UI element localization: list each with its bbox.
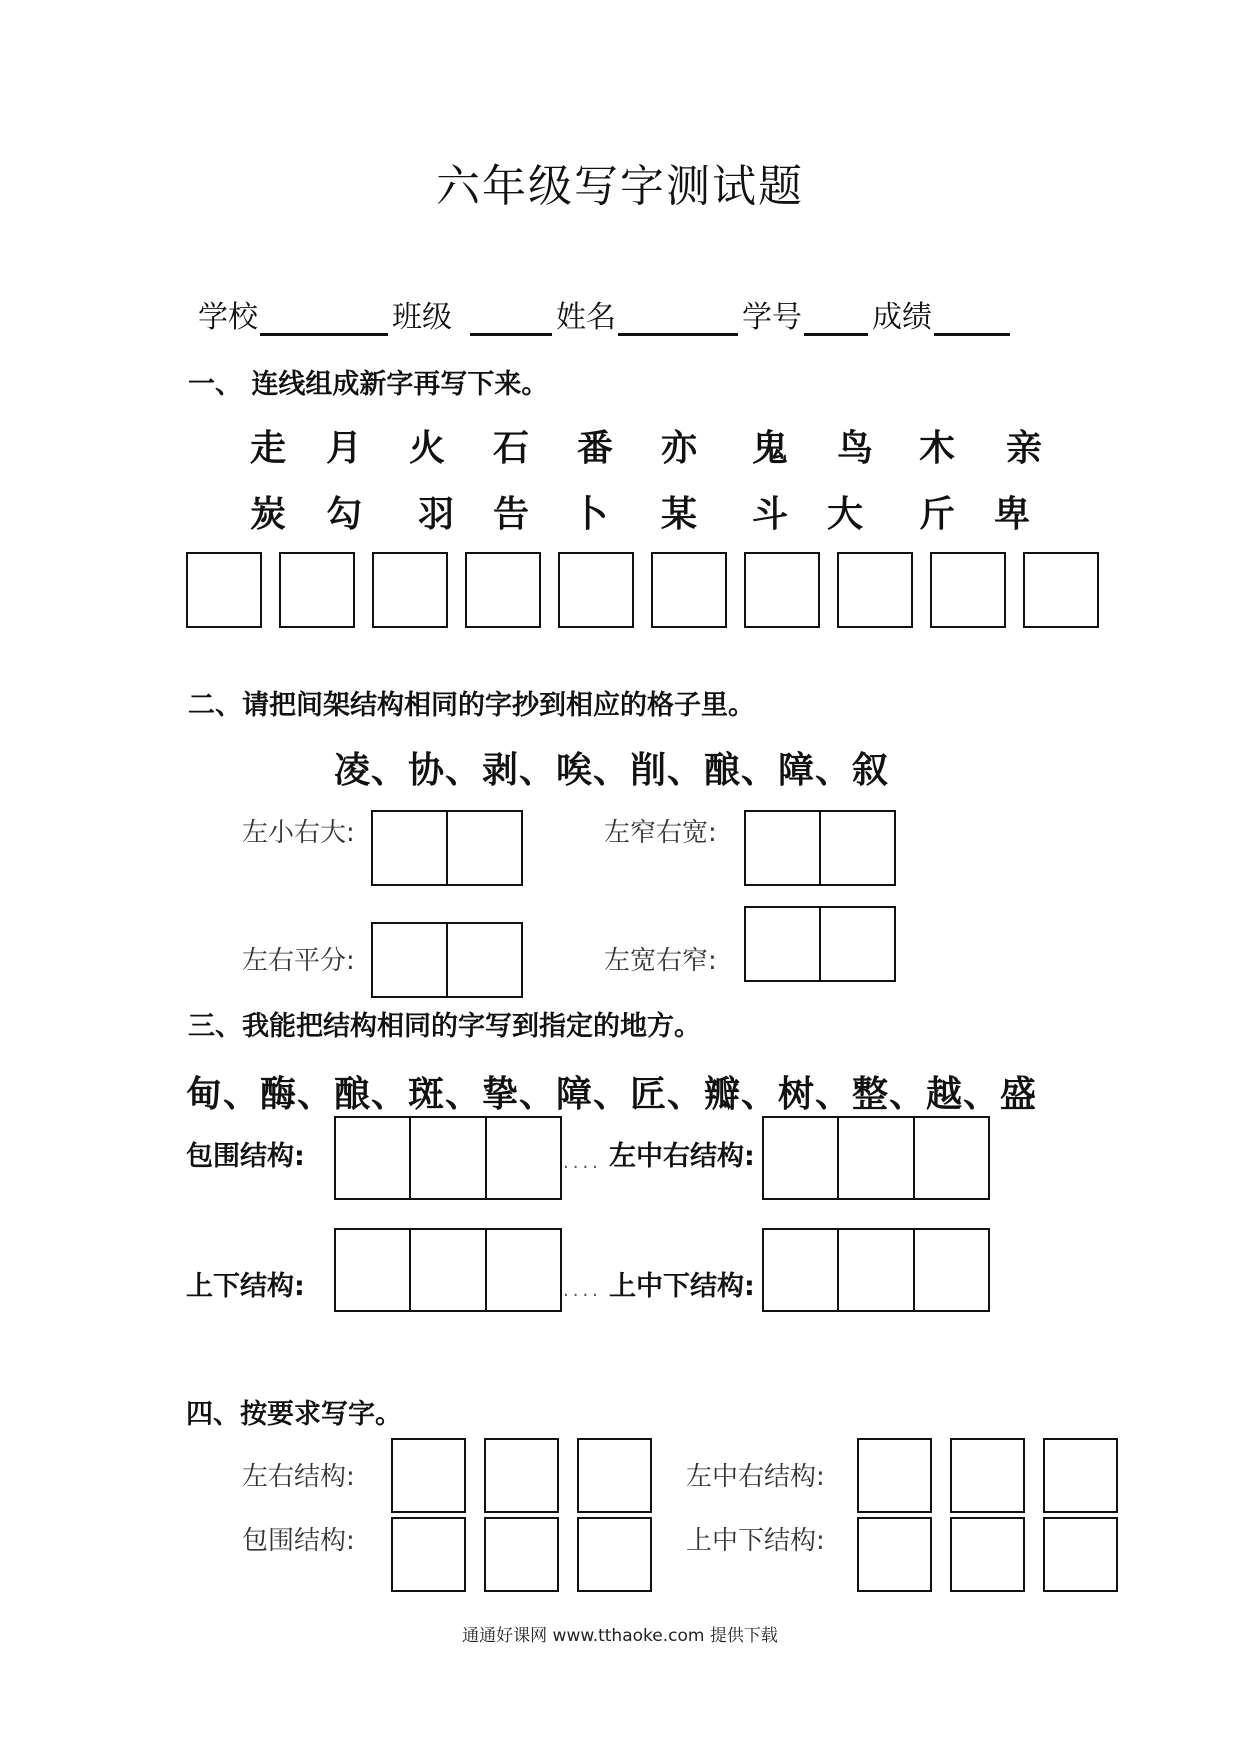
char-item: 鸟 [836,428,873,469]
char-item: 亲 [1005,428,1042,469]
answer-box[interactable] [857,1517,932,1592]
char-item: 番 [576,428,613,469]
answer-box[interactable] [857,1438,932,1513]
left-middle-right-structure-label: 左中右结构: [609,1141,755,1172]
char-item: 卑 [993,494,1030,535]
left-right-equal-grid[interactable] [371,922,523,998]
left-narrow-right-wide-grid[interactable] [744,810,896,886]
section-3-heading: 三、我能把结构相同的字写到指定的地方。 [188,1011,701,1042]
number-label: 学号 [742,300,802,335]
top-bottom-structure-grid[interactable] [334,1228,562,1312]
left-right-structure-label: 左右结构: [242,1462,355,1492]
left-middle-right-structure-grid[interactable] [762,1116,990,1200]
char-item: 卜 [571,494,608,535]
char-item: 勾 [325,494,362,535]
answer-box[interactable] [930,552,1006,628]
page-footer: 通通好课网 www.tthaoke.com 提供下载 [462,1626,778,1646]
grid-cell[interactable] [409,1118,484,1198]
grid-cell[interactable] [837,1118,912,1198]
school-field[interactable] [260,299,388,336]
char-item: 走 [249,428,286,469]
section-3-characters: 甸、酶、酿、斑、挚、障、匠、瓣、树、整、越、盛 [186,1074,1038,1115]
char-item: 告 [492,494,529,535]
page-title: 六年级写字测试题 [436,161,804,212]
student-info-line [198,292,1014,336]
answer-box[interactable] [186,552,262,628]
char-item: 鬼 [751,428,788,469]
char-item: 木 [918,428,955,469]
grid-cell[interactable] [373,812,446,884]
grid-cell[interactable] [819,812,894,884]
grid-cell[interactable] [837,1230,912,1310]
answer-box[interactable] [950,1517,1025,1592]
left-small-right-big-grid[interactable] [371,810,523,886]
enclosed-structure-grid[interactable] [334,1116,562,1200]
name-field[interactable] [618,299,738,336]
answer-box[interactable] [558,552,634,628]
section-4-heading: 四、按要求写字。 [186,1399,402,1430]
char-item: 大 [826,494,863,535]
section-2-heading: 二、请把间架结构相同的字抄到相应的格子里。 [188,690,755,721]
answer-box[interactable] [372,552,448,628]
answer-box[interactable] [577,1517,652,1592]
grid-cell[interactable] [746,812,819,884]
score-field[interactable] [934,299,1010,336]
grid-cell[interactable] [913,1118,988,1198]
top-middle-bottom-structure-label: 上中下结构: [686,1526,825,1556]
answer-box[interactable] [391,1438,466,1513]
answer-box[interactable] [651,552,727,628]
left-middle-right-structure-label: 左中右结构: [686,1462,825,1492]
left-wide-right-narrow-grid[interactable] [744,906,896,982]
char-item: 亦 [660,428,697,469]
grid-cell[interactable] [764,1230,837,1310]
answer-box[interactable] [1043,1438,1118,1513]
answer-box[interactable] [279,552,355,628]
grid-cell[interactable] [764,1118,837,1198]
answer-box[interactable] [391,1517,466,1592]
number-field[interactable] [804,299,868,336]
name-label: 姓名 [556,300,616,335]
section-2-characters: 凌、协、剥、唉、削、酿、障、叙 [334,750,890,791]
grid-cell[interactable] [485,1118,560,1198]
grid-cell[interactable] [336,1118,409,1198]
char-item: 石 [492,428,529,469]
grid-cell[interactable] [746,908,819,980]
grid-cell[interactable] [913,1230,988,1310]
top-bottom-structure-label: 上下结构: [186,1271,305,1302]
answer-box[interactable] [1043,1517,1118,1592]
left-narrow-right-wide-label: 左窄右宽: [604,818,717,848]
class-label: 班级 [392,300,452,335]
char-item: 斤 [918,494,955,535]
char-item: 火 [408,428,445,469]
school-label: 学校 [198,300,258,335]
grid-cell[interactable] [409,1230,484,1310]
dot-leader: .... [563,1152,602,1173]
enclosed-structure-label: 包围结构: [186,1141,305,1172]
left-wide-right-narrow-label: 左宽右窄: [604,946,717,976]
left-small-right-big-label: 左小右大: [242,818,355,848]
char-item: 某 [660,494,697,535]
grid-cell[interactable] [446,812,521,884]
answer-box[interactable] [484,1438,559,1513]
grid-cell[interactable] [446,924,521,996]
enclosed-structure-label: 包围结构: [242,1526,355,1556]
class-field[interactable] [470,299,552,336]
char-item: 炭 [249,494,286,535]
char-item: 月 [325,428,362,469]
top-middle-bottom-structure-label: 上中下结构: [609,1271,755,1302]
section-1-row-2 [0,486,1240,536]
answer-box[interactable] [1023,552,1099,628]
dot-leader: .... [563,1280,602,1301]
grid-cell[interactable] [819,908,894,980]
answer-box[interactable] [577,1438,652,1513]
answer-box[interactable] [484,1517,559,1592]
char-item: 羽 [417,494,454,535]
grid-cell[interactable] [336,1230,409,1310]
top-middle-bottom-structure-grid[interactable] [762,1228,990,1312]
answer-box[interactable] [744,552,820,628]
answer-box[interactable] [465,552,541,628]
grid-cell[interactable] [373,924,446,996]
score-label: 成绩 [872,300,932,335]
section-1-row-1 [0,420,1240,470]
answer-box[interactable] [950,1438,1025,1513]
section-1-heading: 一、 连线组成新字再写下来。 [188,369,549,400]
answer-box[interactable] [837,552,913,628]
char-item: 斗 [751,494,788,535]
left-right-equal-label: 左右平分: [242,946,355,976]
grid-cell[interactable] [485,1230,560,1310]
